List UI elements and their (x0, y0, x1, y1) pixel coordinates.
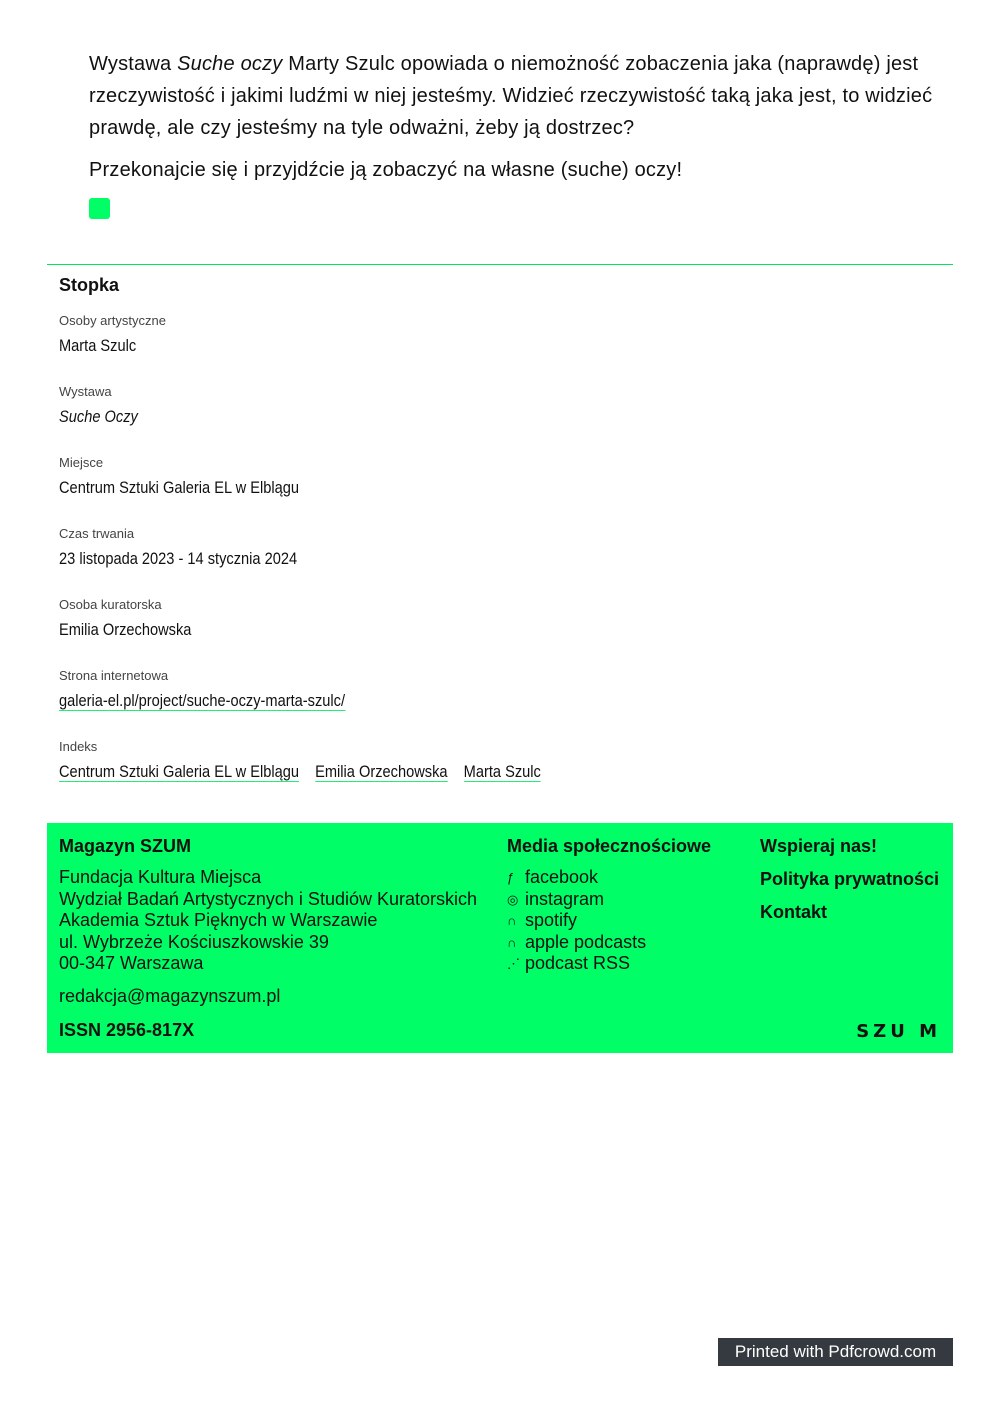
contact-link[interactable]: Kontakt (760, 902, 827, 922)
index-link-artist[interactable]: Marta Szulc (463, 762, 541, 781)
pdfcrowd-badge[interactable]: Printed with Pdfcrowd.com (718, 1338, 953, 1366)
intro-text (89, 48, 939, 196)
headphones-icon: ∩ (507, 913, 517, 928)
social-label: apple podcasts (525, 931, 647, 952)
issn: ISSN 2956-817X (59, 1020, 195, 1040)
exhibition-title-italic: Suche oczy (177, 53, 283, 75)
field-label: Strona internetowa (59, 668, 169, 683)
site-footer (47, 823, 953, 1053)
field-index (59, 739, 949, 783)
instagram-icon: ◎ (507, 891, 519, 907)
headphones-icon: ∩ (507, 934, 517, 950)
field-duration (59, 526, 949, 570)
field-label: Wystawa (59, 384, 112, 399)
address-line: Wydział Badań Artystycznych i Studiów Kuratorskich (59, 888, 478, 909)
field-value: 23 listopada 2023 - 14 stycznia 2024 (59, 549, 298, 568)
social-link-spotify[interactable] (507, 910, 711, 932)
intro-text-start: Wystawa (89, 53, 178, 75)
field-label: Osoby artystyczne (59, 313, 166, 328)
website-link[interactable]: galeria-el.pl/project/suche-oczy-marta-szulc/ (59, 691, 346, 710)
field-artists (59, 313, 949, 357)
facebook-icon: ƒ (507, 870, 515, 885)
green-square-marker (89, 198, 110, 219)
field-venue (59, 455, 949, 499)
social-link-facebook[interactable] (507, 867, 711, 889)
field-value: Marta Szulc (59, 336, 137, 355)
privacy-policy-link[interactable]: Polityka prywatności (760, 869, 940, 889)
address-line: Fundacja Kultura Miejsca (59, 867, 262, 887)
footer-links-column (760, 835, 939, 934)
address-line: 00-347 Warszawa (59, 953, 204, 973)
support-link[interactable]: Wspieraj nas! (760, 836, 878, 856)
social-label: instagram (525, 888, 605, 909)
field-curator (59, 597, 949, 641)
field-value: Suche Oczy (59, 407, 138, 426)
intro-paragraph-2: Przekonajcie się i przyjdźcie ją zobaczyć na własne (suche) oczy! (89, 159, 683, 181)
intro-text-rest: Marty Szulc opowiada o niemożność zobaczenia jaka (naprawdę) jest rzeczywistość i jakimi ludźmi w niej jesteśmy. Widzieć rzeczywistość taką jaka jest, to widzieć prawdę, ale czy jesteśmy na tyle odważni, żeby ją dostrzec? (89, 53, 933, 139)
credits-section (59, 274, 949, 783)
social-link-instagram[interactable] (507, 889, 711, 911)
field-label: Czas trwania (59, 526, 135, 541)
field-label: Indeks (59, 739, 98, 754)
footer-social-column (507, 835, 711, 975)
credits-title: Stopka (59, 275, 120, 295)
field-website (59, 668, 949, 712)
intro-paragraph-1 (89, 48, 939, 144)
szum-logo[interactable]: SZU M (856, 1021, 941, 1042)
footer-social-title: Media społecznościowe (507, 836, 712, 856)
field-label: Osoba kuratorska (59, 597, 162, 612)
footer-org-column (59, 835, 477, 1007)
index-link-curator[interactable]: Emilia Orzechowska (315, 762, 448, 781)
email-link[interactable]: redakcja@magazynszum.pl (59, 985, 281, 1006)
social-label: facebook (525, 867, 599, 887)
social-label: podcast RSS (525, 953, 631, 973)
social-link-rss[interactable] (507, 953, 711, 975)
field-exhibition (59, 384, 949, 428)
index-link-venue[interactable]: Centrum Sztuki Galeria EL w Elblągu (59, 762, 299, 781)
address-line: Akademia Sztuk Pięknych w Warszawie (59, 910, 378, 930)
social-link-apple-podcasts[interactable] (507, 932, 711, 954)
divider (47, 264, 953, 265)
field-label: Miejsce (59, 455, 104, 470)
social-label: spotify (525, 910, 578, 930)
footer-org-title: Magazyn SZUM (59, 836, 192, 856)
field-value: Emilia Orzechowska (59, 620, 192, 639)
rss-icon: ⋰ (507, 956, 520, 971)
field-value: Centrum Sztuki Galeria EL w Elblągu (59, 478, 299, 497)
address-line: ul. Wybrzeże Kościuszkowskie 39 (59, 931, 329, 952)
